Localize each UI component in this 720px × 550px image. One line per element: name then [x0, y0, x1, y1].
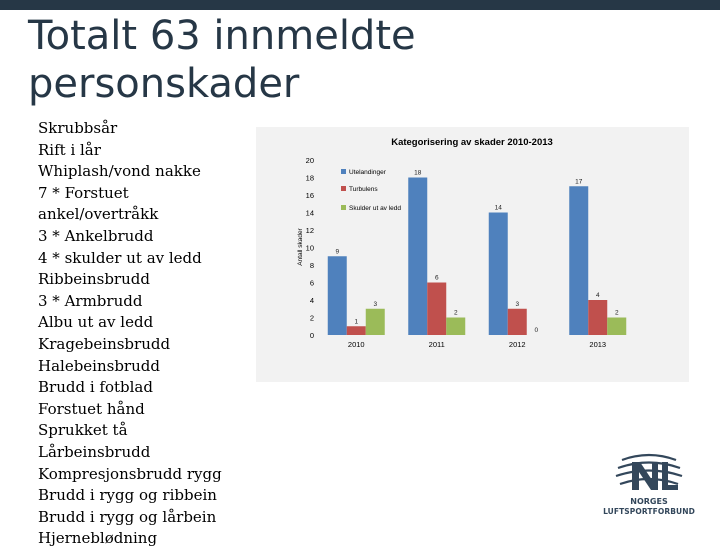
- bar-chart-svg: [256, 127, 689, 382]
- injury-item: Albu ut av ledd: [38, 313, 154, 332]
- injury-chart: [256, 127, 689, 382]
- bar: [366, 309, 385, 335]
- data-label: 1: [354, 318, 359, 326]
- data-label: 17: [575, 178, 583, 186]
- injury-item: Rift i lår: [38, 140, 101, 159]
- bar: [569, 186, 588, 335]
- bar: [347, 326, 366, 335]
- injury-item: Sprukket tå: [38, 421, 128, 440]
- injury-item: Ribbeinsbrudd: [38, 270, 150, 289]
- bar: [588, 300, 607, 335]
- legend-swatch: [341, 169, 346, 174]
- title-line-2: personskader: [28, 61, 300, 107]
- x-tick-label: 2010: [347, 340, 365, 349]
- injury-item: ankel/overtråkk: [38, 205, 159, 224]
- bar: [328, 256, 347, 335]
- data-label: 18: [414, 169, 422, 177]
- nlf-logo: [596, 452, 702, 522]
- injury-item: Brudd i rygg og ribbein: [38, 486, 217, 505]
- legend-swatch: [341, 186, 346, 191]
- data-label: 3: [373, 300, 378, 308]
- legend-label: Utelandinger: [349, 169, 386, 176]
- data-label: 6: [434, 274, 439, 282]
- data-label: 14: [494, 204, 502, 212]
- y-axis-label: Antall skader: [297, 228, 304, 266]
- y-tick-label: 4: [309, 296, 314, 305]
- injury-item: Brudd i rygg og lårbein: [38, 507, 217, 526]
- injury-item: Brudd i fotblad: [38, 378, 153, 397]
- bar: [508, 309, 527, 335]
- page-title: [28, 12, 588, 108]
- data-label: 0: [534, 327, 539, 334]
- data-label: 2: [453, 309, 458, 317]
- top-bar: [0, 0, 720, 10]
- logo-line-2: LUFTSPORTFORBUND: [603, 507, 695, 516]
- injury-item: Forstuet hånd: [38, 399, 145, 418]
- y-tick-label: 10: [305, 243, 314, 253]
- bar: [607, 318, 626, 336]
- title-line-1: Totalt 63 innmeldte: [28, 13, 416, 59]
- data-label: 3: [515, 300, 520, 308]
- bar: [489, 213, 508, 336]
- chart-title: Kategorisering av skader 2010-2013: [391, 137, 553, 148]
- y-tick-label: 2: [309, 313, 314, 323]
- bar: [446, 318, 465, 336]
- y-tick-label: 16: [305, 191, 314, 200]
- x-tick-label: 2013: [589, 340, 607, 349]
- legend-swatch: [341, 205, 346, 210]
- injury-item: Halebeinsbrudd: [38, 356, 160, 375]
- injury-item: 3 * Armbrudd: [38, 291, 143, 310]
- injury-item: 7 * Forstuet: [38, 183, 129, 202]
- y-tick-label: 8: [309, 261, 314, 270]
- y-tick-label: 6: [309, 278, 314, 288]
- injury-item: Kragebeinsbrudd: [38, 334, 171, 353]
- injury-item: 3 * Ankelbrudd: [38, 226, 154, 245]
- injury-item: Skrubbsår: [38, 119, 118, 137]
- injury-list: [38, 118, 258, 550]
- y-tick-label: 0: [309, 331, 314, 340]
- nlf-emblem-icon: [596, 452, 702, 496]
- injury-item: Kompresjonsbrudd rygg: [38, 464, 222, 483]
- data-label: 4: [595, 292, 600, 299]
- bar: [427, 283, 446, 336]
- data-label: 2: [614, 309, 619, 317]
- injury-item: Whiplash/vond nakke: [38, 162, 201, 181]
- y-tick-label: 20: [305, 156, 314, 165]
- data-label: 9: [335, 248, 340, 256]
- injury-item: Hjerneblødning: [38, 529, 158, 548]
- logo-line-1: NORGES: [630, 497, 668, 506]
- x-tick-label: 2012: [508, 340, 526, 349]
- y-tick-label: 18: [305, 173, 314, 183]
- x-tick-label: 2011: [428, 340, 445, 349]
- injury-item: 4 * skulder ut av ledd: [38, 248, 202, 267]
- bar: [408, 178, 427, 336]
- legend-label: Turbulens: [349, 186, 378, 193]
- y-tick-label: 14: [305, 208, 314, 218]
- y-tick-label: 12: [305, 226, 314, 235]
- legend-label: Skulder ut av ledd: [349, 205, 402, 212]
- injury-item: Lårbeinsbrudd: [38, 442, 151, 461]
